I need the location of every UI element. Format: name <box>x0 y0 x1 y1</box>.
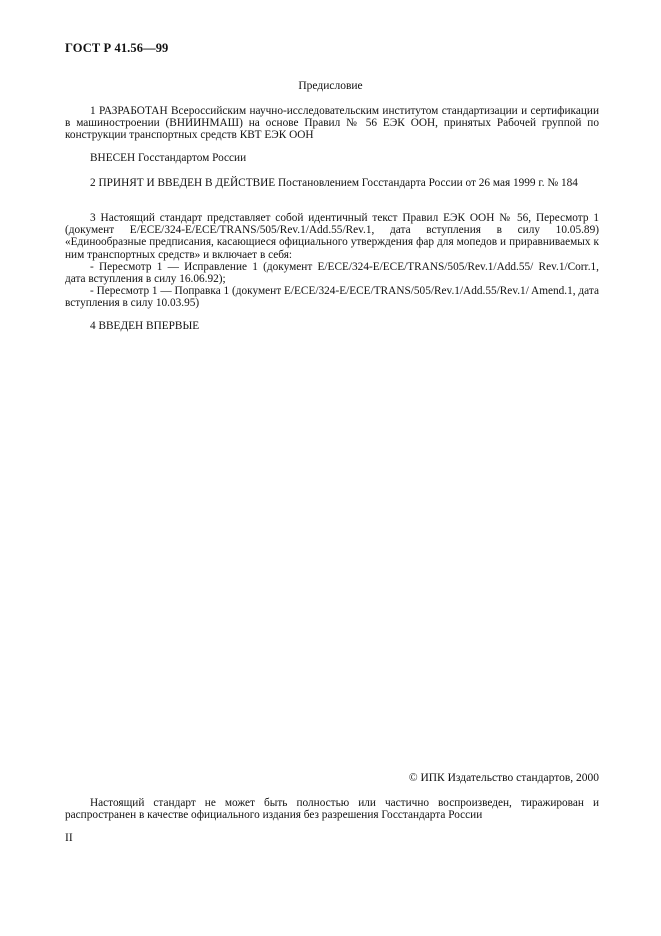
paragraph-introduced: ВНЕСЕН Госстандартом России <box>90 152 247 164</box>
page-number: II <box>65 832 73 844</box>
copyright-notice: © ИПК Издательство стандартов, 2000 <box>408 772 599 784</box>
paragraph-developed: 1 РАЗРАБОТАН Всероссийским научно-исследовательским институтом стандартизации и сертификации в машиностроении (ВНИИНМАШ) на основе Правил № 56 ЕЭК ООН, принятых Рабочей группой по конструкции транспортных средств КВТ ЕЭК ООН <box>65 105 599 142</box>
document-header: ГОСТ Р 41.56—99 <box>65 41 169 55</box>
paragraph-standard-text: 3 Настоящий стандарт представляет собой идентичный текст Правил ЕЭК ООН № 56, Пересмотр 1 (документ E/ECE/324-E/ECE/TRANS/505/Rev.1/Add.55/Rev.1, дата вступления в силу 10.05.89) «Единообразные предписания, касающиеся официального утверждения фар для мопедов и приравниваемых к ним транспортных средств» и включает в себя: <box>65 212 599 261</box>
section-title: Предисловие <box>298 80 363 92</box>
paragraph-revision-correction: - Пересмотр 1 — Исправление 1 (документ E/ECE/324-E/ECE/TRANS/505/Rev.1/Add.55/ Rev.1/Corr.1, дата вступления в силу 16.06.92); <box>65 261 599 286</box>
paragraph-revision-amendment: - Пересмотр 1 — Поправка 1 (документ E/ECE/324-E/ECE/TRANS/505/Rev.1/Add.55/Rev.1/ Amend.1, дата вступления в силу 10.03.95) <box>65 285 599 310</box>
reproduction-notice: Настоящий стандарт не может быть полностью или частично воспроизведен, тиражирован и распространен в качестве официального издания без разрешения Госстандарта России <box>65 797 599 822</box>
paragraph-adopted: 2 ПРИНЯТ И ВВЕДЕН В ДЕЙСТВИЕ Постановлением Госстандарта России от 26 мая 1999 г. № 184 <box>90 177 578 189</box>
paragraph-first-introduced: 4 ВВЕДЕН ВПЕРВЫЕ <box>90 320 200 332</box>
